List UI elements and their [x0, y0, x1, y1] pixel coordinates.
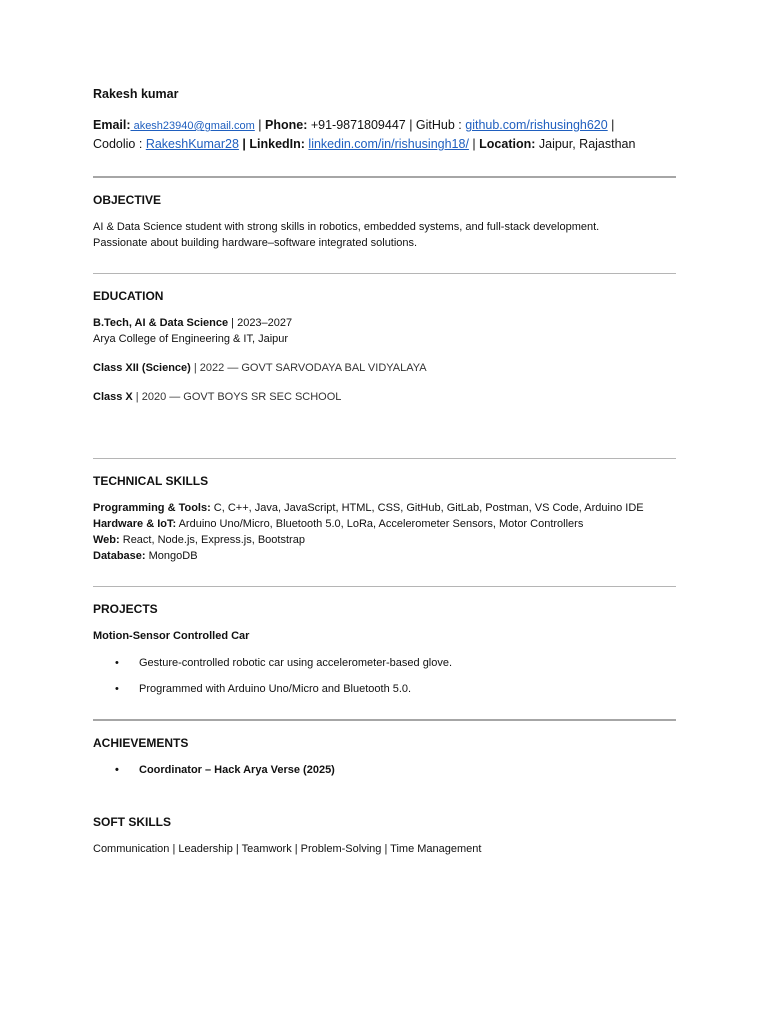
- soft-skills-text: Communication | Leadership | Teamwork | Problem-Solving | Time Management: [93, 843, 482, 855]
- github-link[interactable]: github.com/rishusingh620: [465, 118, 608, 132]
- section-title-projects: PROJECTS: [93, 602, 158, 616]
- education-btech: [93, 315, 676, 347]
- separator: |: [254, 118, 266, 132]
- education-x: [93, 389, 676, 405]
- bullet-text: Gesture-controlled robotic car using accelerometer-based glove.: [139, 657, 453, 669]
- xii-label: Class XII (Science): [93, 362, 191, 374]
- skill-label: Web:: [93, 534, 120, 546]
- btech-college: Arya College of Engineering & IT, Jaipur: [93, 333, 289, 345]
- divider: [93, 273, 676, 274]
- x-label: Class X: [93, 391, 133, 403]
- header: [93, 86, 676, 153]
- objective-text: [93, 219, 676, 251]
- list-item: [93, 681, 676, 697]
- skill-value: Arduino Uno/Micro, Bluetooth 5.0, LoRa, Accelerometer Sensors, Motor Controllers: [176, 518, 584, 530]
- divider: [93, 458, 676, 459]
- skill-value: C, C++, Java, JavaScript, HTML, CSS, GitHub, GitLab, Postman, VS Code, Arduino IDE: [210, 502, 644, 514]
- skill-label: Database:: [93, 550, 146, 562]
- achievement-bullets: [93, 762, 676, 778]
- achievements-section: [93, 735, 676, 778]
- x-details: | 2020 — GOVT BOYS SR SEC SCHOOL: [132, 391, 342, 403]
- divider: [93, 719, 676, 721]
- divider: [93, 586, 676, 587]
- bullet-icon: •: [115, 683, 119, 695]
- list-item: [93, 762, 676, 778]
- linkedin-link[interactable]: linkedin.com/in/rishusingh18/: [308, 137, 469, 151]
- btech-degree: B.Tech, AI & Data Science: [93, 317, 229, 329]
- skill-row-hardware: [93, 516, 676, 532]
- contact-line: [93, 116, 676, 153]
- xii-details: | 2022 — GOVT SARVODAYA BAL VIDYALAYA: [190, 362, 427, 374]
- skill-row-web: [93, 532, 676, 548]
- separator: |: [238, 137, 250, 151]
- bullet-text: Programmed with Arduino Uno/Micro and Bluetooth 5.0.: [139, 683, 412, 695]
- location-label: Location:: [479, 137, 536, 151]
- btech-years: | 2023–2027: [228, 317, 293, 329]
- divider: [93, 176, 676, 178]
- bullet-text: Coordinator – Hack Arya Verse (2025): [139, 764, 335, 776]
- skill-row-programming: [93, 500, 676, 516]
- soft-skills-section: [93, 814, 676, 857]
- codolio-link[interactable]: RakeshKumar28: [145, 137, 239, 151]
- skill-value: React, Node.js, Express.js, Bootstrap: [119, 534, 305, 546]
- skill-row-database: [93, 548, 676, 564]
- phone-value: +91-9871809447 | GitHub :: [307, 118, 466, 132]
- separator: |: [607, 118, 615, 132]
- skills-list: [93, 500, 676, 564]
- skill-label: Hardware & IoT:: [93, 518, 177, 530]
- email-label: Email:: [93, 118, 131, 132]
- projects-section: [93, 601, 676, 697]
- skill-value: MongoDB: [145, 550, 198, 562]
- codolio-label: Codolio :: [93, 137, 146, 151]
- skill-label: Programming & Tools:: [93, 502, 211, 514]
- objective-section: [93, 192, 676, 251]
- education-xii: [93, 360, 676, 376]
- section-title-soft-skills: SOFT SKILLS: [93, 815, 171, 829]
- project-bullets: [93, 655, 676, 697]
- linkedin-label: LinkedIn:: [249, 137, 305, 151]
- candidate-name: Rakesh kumar: [93, 87, 179, 101]
- bullet-icon: •: [115, 657, 119, 669]
- bullet-icon: •: [115, 764, 119, 776]
- email-link[interactable]: akesh23940@gmail.com: [130, 120, 255, 132]
- education-section: [93, 288, 676, 405]
- technical-skills-section: [93, 473, 676, 564]
- separator: |: [468, 137, 480, 151]
- objective-line: Passionate about building hardware–software integrated solutions.: [93, 237, 418, 249]
- project-name: Motion-Sensor Controlled Car: [93, 630, 250, 642]
- objective-line: AI & Data Science student with strong skills in robotics, embedded systems, and full-stack development.: [93, 221, 600, 233]
- list-item: [93, 655, 676, 671]
- phone-label: Phone:: [265, 118, 308, 132]
- section-title-education: EDUCATION: [93, 289, 164, 303]
- section-title-skills: TECHNICAL SKILLS: [93, 474, 209, 488]
- section-title-objective: OBJECTIVE: [93, 193, 162, 207]
- location-value: Jaipur, Rajasthan: [535, 137, 636, 151]
- section-title-achievements: ACHIEVEMENTS: [93, 736, 189, 750]
